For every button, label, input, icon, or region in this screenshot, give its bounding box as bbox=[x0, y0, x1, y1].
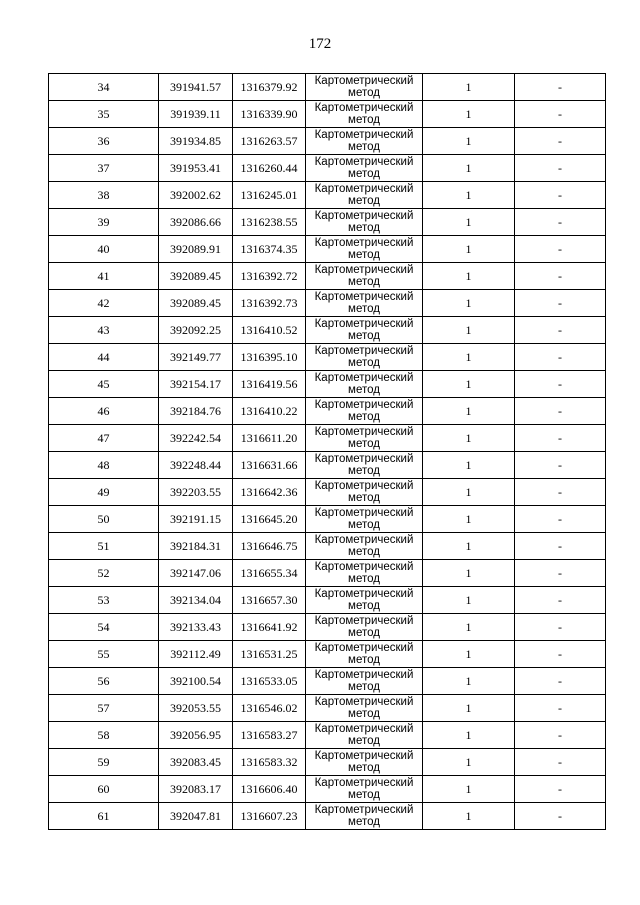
point-number-cell: 59 bbox=[49, 749, 159, 776]
description-cell: - bbox=[515, 641, 606, 668]
description-cell: - bbox=[515, 749, 606, 776]
y-coordinate-cell: 1316245.01 bbox=[233, 182, 306, 209]
table-row bbox=[49, 263, 606, 290]
y-coordinate-cell: 1316645.20 bbox=[233, 506, 306, 533]
method-line-1: Картометрический bbox=[314, 696, 414, 708]
x-coordinate-cell: 392191.15 bbox=[159, 506, 233, 533]
method-line-1: Картометрический bbox=[314, 804, 414, 816]
method-line-1: Картометрический bbox=[314, 507, 414, 519]
y-coordinate-cell: 1316419.56 bbox=[233, 371, 306, 398]
y-coordinate-cell: 1316410.52 bbox=[233, 317, 306, 344]
y-coordinate-cell: 1316410.22 bbox=[233, 398, 306, 425]
y-coordinate-cell: 1316238.55 bbox=[233, 209, 306, 236]
x-coordinate-cell: 392248.44 bbox=[159, 452, 233, 479]
point-number-cell: 50 bbox=[49, 506, 159, 533]
description-cell: - bbox=[515, 182, 606, 209]
table-row bbox=[49, 290, 606, 317]
method-line-2: метод bbox=[348, 654, 380, 666]
method-line-2: метод bbox=[348, 141, 380, 153]
point-number-cell: 36 bbox=[49, 128, 159, 155]
description-cell: - bbox=[515, 209, 606, 236]
accuracy-cell: 1 bbox=[423, 344, 515, 371]
point-number-cell: 39 bbox=[49, 209, 159, 236]
method-line-1: Картометрический bbox=[314, 615, 414, 627]
method-cell bbox=[306, 587, 423, 614]
method-line-1: Картометрический bbox=[314, 480, 414, 492]
point-number-cell: 38 bbox=[49, 182, 159, 209]
point-number-cell: 51 bbox=[49, 533, 159, 560]
x-coordinate-cell: 391934.85 bbox=[159, 128, 233, 155]
point-number-cell: 55 bbox=[49, 641, 159, 668]
point-number-cell: 60 bbox=[49, 776, 159, 803]
description-cell: - bbox=[515, 74, 606, 101]
method-line-2: метод bbox=[348, 357, 380, 369]
point-number-cell: 52 bbox=[49, 560, 159, 587]
method-line-1: Картометрический bbox=[314, 183, 414, 195]
method-line-2: метод bbox=[348, 816, 380, 828]
point-number-cell: 47 bbox=[49, 425, 159, 452]
table-row bbox=[49, 722, 606, 749]
point-number-cell: 37 bbox=[49, 155, 159, 182]
method-line-2: метод bbox=[348, 573, 380, 585]
method-line-2: метод bbox=[348, 546, 380, 558]
point-number-cell: 41 bbox=[49, 263, 159, 290]
method-line-2: метод bbox=[348, 384, 380, 396]
method-line-1: Картометрический bbox=[314, 372, 414, 384]
x-coordinate-cell: 391939.11 bbox=[159, 101, 233, 128]
y-coordinate-cell: 1316395.10 bbox=[233, 344, 306, 371]
method-line-2: метод bbox=[348, 492, 380, 504]
accuracy-cell: 1 bbox=[423, 425, 515, 452]
point-number-cell: 43 bbox=[49, 317, 159, 344]
point-number-cell: 44 bbox=[49, 344, 159, 371]
accuracy-cell: 1 bbox=[423, 317, 515, 344]
method-line-1: Картометрический bbox=[314, 399, 414, 411]
method-cell bbox=[306, 695, 423, 722]
method-line-1: Картометрический bbox=[314, 750, 414, 762]
y-coordinate-cell: 1316607.23 bbox=[233, 803, 306, 830]
y-coordinate-cell: 1316392.73 bbox=[233, 290, 306, 317]
description-cell: - bbox=[515, 722, 606, 749]
accuracy-cell: 1 bbox=[423, 533, 515, 560]
method-line-2: метод bbox=[348, 276, 380, 288]
method-line-1: Картометрический bbox=[314, 669, 414, 681]
accuracy-cell: 1 bbox=[423, 749, 515, 776]
y-coordinate-cell: 1316583.27 bbox=[233, 722, 306, 749]
accuracy-cell: 1 bbox=[423, 290, 515, 317]
table-row bbox=[49, 695, 606, 722]
method-cell bbox=[306, 506, 423, 533]
method-line-2: метод bbox=[348, 87, 380, 99]
y-coordinate-cell: 1316583.32 bbox=[233, 749, 306, 776]
x-coordinate-cell: 391953.41 bbox=[159, 155, 233, 182]
point-number-cell: 57 bbox=[49, 695, 159, 722]
table-row bbox=[49, 371, 606, 398]
x-coordinate-cell: 392184.76 bbox=[159, 398, 233, 425]
table-row bbox=[49, 641, 606, 668]
x-coordinate-cell: 392147.06 bbox=[159, 560, 233, 587]
description-cell: - bbox=[515, 803, 606, 830]
table-row bbox=[49, 425, 606, 452]
method-cell bbox=[306, 479, 423, 506]
accuracy-cell: 1 bbox=[423, 236, 515, 263]
x-coordinate-cell: 392154.17 bbox=[159, 371, 233, 398]
point-number-cell: 61 bbox=[49, 803, 159, 830]
method-line-2: метод bbox=[348, 708, 380, 720]
table-row bbox=[49, 182, 606, 209]
method-line-1: Картометрический bbox=[314, 588, 414, 600]
method-line-2: метод bbox=[348, 762, 380, 774]
method-line-2: метод bbox=[348, 249, 380, 261]
y-coordinate-cell: 1316641.92 bbox=[233, 614, 306, 641]
accuracy-cell: 1 bbox=[423, 398, 515, 425]
method-cell bbox=[306, 641, 423, 668]
point-number-cell: 40 bbox=[49, 236, 159, 263]
x-coordinate-cell: 392089.45 bbox=[159, 263, 233, 290]
description-cell: - bbox=[515, 560, 606, 587]
point-number-cell: 49 bbox=[49, 479, 159, 506]
method-line-1: Картометрический bbox=[314, 75, 414, 87]
description-cell: - bbox=[515, 776, 606, 803]
page-number: 172 bbox=[308, 36, 332, 52]
accuracy-cell: 1 bbox=[423, 803, 515, 830]
x-coordinate-cell: 392053.55 bbox=[159, 695, 233, 722]
method-line-2: метод bbox=[348, 789, 380, 801]
x-coordinate-cell: 392089.91 bbox=[159, 236, 233, 263]
method-line-1: Картометрический bbox=[314, 264, 414, 276]
description-cell: - bbox=[515, 317, 606, 344]
table-row bbox=[49, 587, 606, 614]
x-coordinate-cell: 392056.95 bbox=[159, 722, 233, 749]
description-cell: - bbox=[515, 479, 606, 506]
y-coordinate-cell: 1316374.35 bbox=[233, 236, 306, 263]
method-line-2: метод bbox=[348, 519, 380, 531]
method-cell bbox=[306, 128, 423, 155]
method-cell bbox=[306, 803, 423, 830]
coordinates-table bbox=[48, 73, 606, 830]
method-line-2: метод bbox=[348, 330, 380, 342]
method-cell bbox=[306, 317, 423, 344]
description-cell: - bbox=[515, 398, 606, 425]
table-row bbox=[49, 479, 606, 506]
method-cell bbox=[306, 722, 423, 749]
accuracy-cell: 1 bbox=[423, 452, 515, 479]
x-coordinate-cell: 392133.43 bbox=[159, 614, 233, 641]
description-cell: - bbox=[515, 236, 606, 263]
method-line-1: Картометрический bbox=[314, 237, 414, 249]
method-line-1: Картометрический bbox=[314, 642, 414, 654]
accuracy-cell: 1 bbox=[423, 209, 515, 236]
x-coordinate-cell: 392086.66 bbox=[159, 209, 233, 236]
method-line-2: метод bbox=[348, 114, 380, 126]
table-row bbox=[49, 614, 606, 641]
x-coordinate-cell: 392149.77 bbox=[159, 344, 233, 371]
x-coordinate-cell: 392184.31 bbox=[159, 533, 233, 560]
method-cell bbox=[306, 425, 423, 452]
x-coordinate-cell: 391941.57 bbox=[159, 74, 233, 101]
point-number-cell: 48 bbox=[49, 452, 159, 479]
x-coordinate-cell: 392083.17 bbox=[159, 776, 233, 803]
y-coordinate-cell: 1316657.30 bbox=[233, 587, 306, 614]
accuracy-cell: 1 bbox=[423, 371, 515, 398]
point-number-cell: 53 bbox=[49, 587, 159, 614]
table-row bbox=[49, 236, 606, 263]
accuracy-cell: 1 bbox=[423, 74, 515, 101]
point-number-cell: 45 bbox=[49, 371, 159, 398]
method-line-1: Картометрический bbox=[314, 318, 414, 330]
method-cell bbox=[306, 614, 423, 641]
method-line-1: Картометрический bbox=[314, 156, 414, 168]
point-number-cell: 54 bbox=[49, 614, 159, 641]
method-cell bbox=[306, 776, 423, 803]
table-row bbox=[49, 344, 606, 371]
x-coordinate-cell: 392047.81 bbox=[159, 803, 233, 830]
description-cell: - bbox=[515, 128, 606, 155]
table-row bbox=[49, 560, 606, 587]
table-row bbox=[49, 452, 606, 479]
table-row bbox=[49, 749, 606, 776]
description-cell: - bbox=[515, 506, 606, 533]
method-line-2: метод bbox=[348, 465, 380, 477]
table-row bbox=[49, 803, 606, 830]
method-cell bbox=[306, 560, 423, 587]
method-cell bbox=[306, 668, 423, 695]
table-row bbox=[49, 101, 606, 128]
table-row bbox=[49, 398, 606, 425]
table-row bbox=[49, 209, 606, 236]
accuracy-cell: 1 bbox=[423, 479, 515, 506]
method-line-2: метод bbox=[348, 303, 380, 315]
method-line-1: Картометрический bbox=[314, 561, 414, 573]
x-coordinate-cell: 392083.45 bbox=[159, 749, 233, 776]
method-line-1: Картометрический bbox=[314, 723, 414, 735]
method-line-1: Картометрический bbox=[314, 129, 414, 141]
y-coordinate-cell: 1316631.66 bbox=[233, 452, 306, 479]
method-cell bbox=[306, 533, 423, 560]
table-row bbox=[49, 668, 606, 695]
description-cell: - bbox=[515, 533, 606, 560]
y-coordinate-cell: 1316646.75 bbox=[233, 533, 306, 560]
method-cell bbox=[306, 236, 423, 263]
description-cell: - bbox=[515, 263, 606, 290]
method-line-2: метод bbox=[348, 222, 380, 234]
description-cell: - bbox=[515, 101, 606, 128]
accuracy-cell: 1 bbox=[423, 614, 515, 641]
method-cell bbox=[306, 155, 423, 182]
point-number-cell: 34 bbox=[49, 74, 159, 101]
method-cell bbox=[306, 398, 423, 425]
y-coordinate-cell: 1316260.44 bbox=[233, 155, 306, 182]
method-line-2: метод bbox=[348, 195, 380, 207]
method-line-1: Картометрический bbox=[314, 426, 414, 438]
accuracy-cell: 1 bbox=[423, 101, 515, 128]
method-cell bbox=[306, 101, 423, 128]
description-cell: - bbox=[515, 344, 606, 371]
method-cell bbox=[306, 182, 423, 209]
point-number-cell: 46 bbox=[49, 398, 159, 425]
description-cell: - bbox=[515, 155, 606, 182]
method-line-1: Картометрический bbox=[314, 777, 414, 789]
description-cell: - bbox=[515, 452, 606, 479]
accuracy-cell: 1 bbox=[423, 587, 515, 614]
table-row bbox=[49, 317, 606, 344]
point-number-cell: 35 bbox=[49, 101, 159, 128]
accuracy-cell: 1 bbox=[423, 182, 515, 209]
accuracy-cell: 1 bbox=[423, 155, 515, 182]
description-cell: - bbox=[515, 614, 606, 641]
accuracy-cell: 1 bbox=[423, 506, 515, 533]
table-row bbox=[49, 506, 606, 533]
y-coordinate-cell: 1316611.20 bbox=[233, 425, 306, 452]
y-coordinate-cell: 1316531.25 bbox=[233, 641, 306, 668]
x-coordinate-cell: 392203.55 bbox=[159, 479, 233, 506]
method-line-1: Картометрический bbox=[314, 102, 414, 114]
y-coordinate-cell: 1316655.34 bbox=[233, 560, 306, 587]
coordinates-table-body bbox=[49, 74, 606, 830]
accuracy-cell: 1 bbox=[423, 128, 515, 155]
method-line-2: метод bbox=[348, 627, 380, 639]
accuracy-cell: 1 bbox=[423, 776, 515, 803]
x-coordinate-cell: 392242.54 bbox=[159, 425, 233, 452]
method-cell bbox=[306, 263, 423, 290]
accuracy-cell: 1 bbox=[423, 722, 515, 749]
x-coordinate-cell: 392112.49 bbox=[159, 641, 233, 668]
point-number-cell: 42 bbox=[49, 290, 159, 317]
description-cell: - bbox=[515, 425, 606, 452]
method-cell bbox=[306, 290, 423, 317]
accuracy-cell: 1 bbox=[423, 641, 515, 668]
description-cell: - bbox=[515, 695, 606, 722]
y-coordinate-cell: 1316392.72 bbox=[233, 263, 306, 290]
description-cell: - bbox=[515, 290, 606, 317]
method-line-1: Картометрический bbox=[314, 345, 414, 357]
description-cell: - bbox=[515, 587, 606, 614]
method-line-1: Картометрический bbox=[314, 534, 414, 546]
method-cell bbox=[306, 74, 423, 101]
y-coordinate-cell: 1316546.02 bbox=[233, 695, 306, 722]
method-cell bbox=[306, 209, 423, 236]
method-cell bbox=[306, 344, 423, 371]
method-line-2: метод bbox=[348, 600, 380, 612]
method-line-1: Картометрический bbox=[314, 453, 414, 465]
point-number-cell: 58 bbox=[49, 722, 159, 749]
table-row bbox=[49, 155, 606, 182]
method-line-1: Картометрический bbox=[314, 210, 414, 222]
accuracy-cell: 1 bbox=[423, 668, 515, 695]
x-coordinate-cell: 392002.62 bbox=[159, 182, 233, 209]
point-number-cell: 56 bbox=[49, 668, 159, 695]
method-cell bbox=[306, 371, 423, 398]
accuracy-cell: 1 bbox=[423, 263, 515, 290]
description-cell: - bbox=[515, 371, 606, 398]
y-coordinate-cell: 1316263.57 bbox=[233, 128, 306, 155]
accuracy-cell: 1 bbox=[423, 695, 515, 722]
method-line-2: метод bbox=[348, 681, 380, 693]
y-coordinate-cell: 1316606.40 bbox=[233, 776, 306, 803]
y-coordinate-cell: 1316533.05 bbox=[233, 668, 306, 695]
table-row bbox=[49, 74, 606, 101]
table-row bbox=[49, 128, 606, 155]
method-line-2: метод bbox=[348, 411, 380, 423]
x-coordinate-cell: 392092.25 bbox=[159, 317, 233, 344]
method-cell bbox=[306, 452, 423, 479]
x-coordinate-cell: 392100.54 bbox=[159, 668, 233, 695]
x-coordinate-cell: 392134.04 bbox=[159, 587, 233, 614]
table-row bbox=[49, 533, 606, 560]
x-coordinate-cell: 392089.45 bbox=[159, 290, 233, 317]
method-line-2: метод bbox=[348, 168, 380, 180]
method-line-1: Картометрический bbox=[314, 291, 414, 303]
accuracy-cell: 1 bbox=[423, 560, 515, 587]
y-coordinate-cell: 1316379.92 bbox=[233, 74, 306, 101]
method-cell bbox=[306, 749, 423, 776]
table-row bbox=[49, 776, 606, 803]
method-line-2: метод bbox=[348, 735, 380, 747]
y-coordinate-cell: 1316642.36 bbox=[233, 479, 306, 506]
description-cell: - bbox=[515, 668, 606, 695]
method-line-2: метод bbox=[348, 438, 380, 450]
y-coordinate-cell: 1316339.90 bbox=[233, 101, 306, 128]
